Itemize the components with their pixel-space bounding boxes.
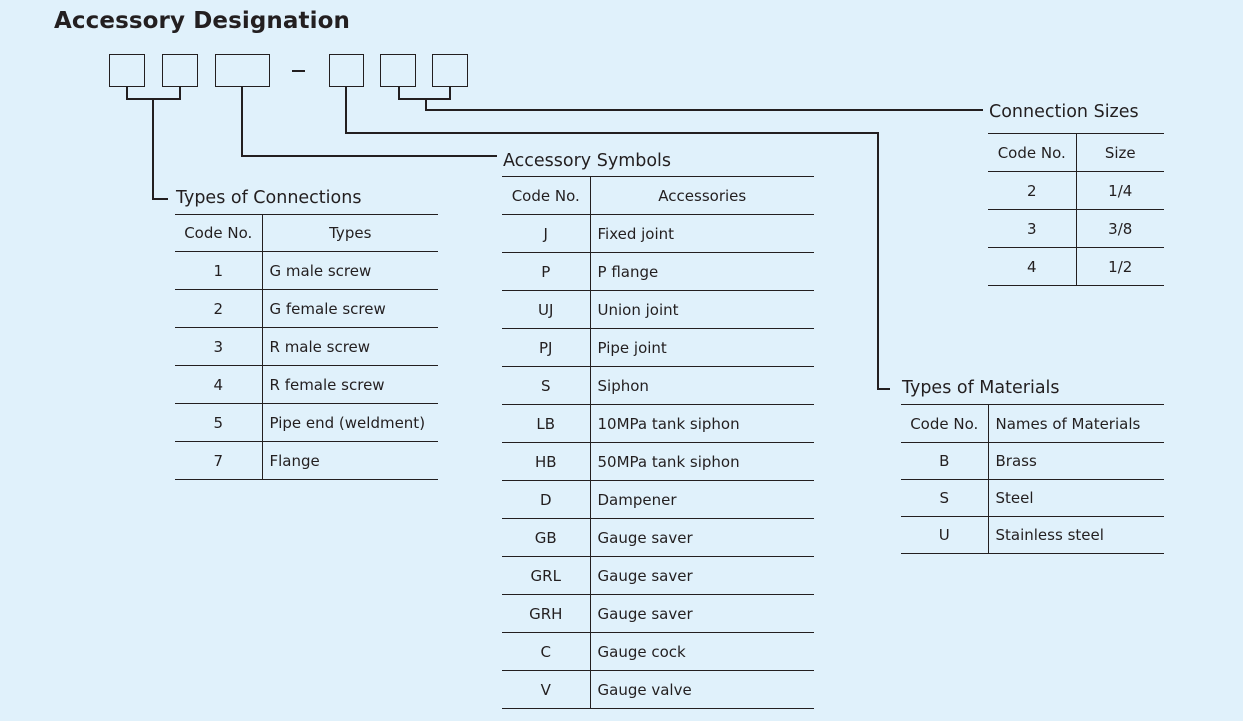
accessories-table-row <box>502 443 814 481</box>
accessories-table-row <box>502 367 814 405</box>
accessories-code-cell: LB <box>502 405 590 443</box>
connections-value-cell: Pipe end (weldment) <box>262 404 438 442</box>
connections-value-cell: R female screw <box>262 366 438 404</box>
sizes-value-cell: 3/8 <box>1076 210 1164 248</box>
connections-value-cell: G male screw <box>262 252 438 290</box>
materials-value-cell: Brass <box>988 443 1164 480</box>
connections-code-cell: 3 <box>175 328 262 366</box>
accessories-table-row <box>502 253 814 291</box>
connections-table-row <box>175 404 438 442</box>
accessories-code-cell: V <box>502 671 590 709</box>
accessories-table-row <box>502 215 814 253</box>
connections-header-types: Types <box>262 215 438 252</box>
accessories-code-cell: GRH <box>502 595 590 633</box>
connections-code-cell: 2 <box>175 290 262 328</box>
accessories-header-code: Code No. <box>502 177 590 215</box>
accessories-value-cell: Gauge valve <box>590 671 814 709</box>
accessories-header-accessories: Accessories <box>590 177 814 215</box>
connections-value-cell: G female screw <box>262 290 438 328</box>
accessories-value-cell: P flange <box>590 253 814 291</box>
accessories-value-cell: 10MPa tank siphon <box>590 405 814 443</box>
materials-value-cell: Steel <box>988 480 1164 517</box>
materials-table <box>901 404 1164 554</box>
connection-leader-line <box>127 87 180 199</box>
sizes-code-cell: 2 <box>988 172 1076 210</box>
sizes-table-row <box>988 210 1164 248</box>
materials-title: Types of Materials <box>902 378 1060 398</box>
connections-value-cell: Flange <box>262 442 438 480</box>
materials-header-names: Names of Materials <box>988 405 1164 443</box>
accessories-code-cell: S <box>502 367 590 405</box>
accessories-code-cell: J <box>502 215 590 253</box>
connections-code-cell: 4 <box>175 366 262 404</box>
accessories-code-cell: P <box>502 253 590 291</box>
accessories-value-cell: Pipe joint <box>590 329 814 367</box>
sizes-code-cell: 4 <box>988 248 1076 286</box>
accessories-table-row <box>502 291 814 329</box>
accessories-code-cell: C <box>502 633 590 671</box>
sizes-header-code: Code No. <box>988 134 1076 172</box>
accessories-table-row <box>502 671 814 709</box>
accessories-code-cell: UJ <box>502 291 590 329</box>
sizes-value-cell: 1/4 <box>1076 172 1164 210</box>
sizes-table <box>988 133 1164 286</box>
accessories-value-cell: 50MPa tank siphon <box>590 443 814 481</box>
accessories-code-cell: GRL <box>502 557 590 595</box>
accessories-table-row <box>502 557 814 595</box>
materials-value-cell: Stainless steel <box>988 517 1164 554</box>
connections-table-row <box>175 290 438 328</box>
accessories-code-cell: PJ <box>502 329 590 367</box>
connections-header-code: Code No. <box>175 215 262 252</box>
materials-code-cell: S <box>901 480 988 517</box>
accessories-title: Accessory Symbols <box>503 151 672 171</box>
connections-code-cell: 5 <box>175 404 262 442</box>
accessories-table-row <box>502 519 814 557</box>
sizes-header-size: Size <box>1076 134 1164 172</box>
accessory-leader-line <box>242 87 497 156</box>
materials-table-row <box>901 480 1164 517</box>
connections-table-row <box>175 366 438 404</box>
accessories-table-row <box>502 633 814 671</box>
connections-table <box>175 214 438 480</box>
accessories-code-cell: D <box>502 481 590 519</box>
accessories-table-row <box>502 405 814 443</box>
sizes-table-row <box>988 172 1164 210</box>
accessories-table-row <box>502 329 814 367</box>
materials-table-row <box>901 443 1164 480</box>
connections-value-cell: R male screw <box>262 328 438 366</box>
connections-table-row <box>175 328 438 366</box>
sizes-table-row <box>988 248 1164 286</box>
connections-table-row <box>175 252 438 290</box>
size-leader-line <box>399 87 983 110</box>
accessories-value-cell: Gauge cock <box>590 633 814 671</box>
sizes-title: Connection Sizes <box>989 102 1139 122</box>
connections-code-cell: 7 <box>175 442 262 480</box>
accessories-code-cell: GB <box>502 519 590 557</box>
accessories-table-row <box>502 595 814 633</box>
materials-table-row <box>901 517 1164 554</box>
connections-code-cell: 1 <box>175 252 262 290</box>
accessories-value-cell: Fixed joint <box>590 215 814 253</box>
sizes-value-cell: 1/2 <box>1076 248 1164 286</box>
connections-table-row <box>175 442 438 480</box>
accessories-value-cell: Union joint <box>590 291 814 329</box>
page-title: Accessory Designation <box>54 8 350 34</box>
accessories-table-row <box>502 481 814 519</box>
materials-code-cell: B <box>901 443 988 480</box>
accessories-value-cell: Gauge saver <box>590 519 814 557</box>
accessories-code-cell: HB <box>502 443 590 481</box>
accessories-value-cell: Gauge saver <box>590 557 814 595</box>
accessories-value-cell: Siphon <box>590 367 814 405</box>
accessories-table <box>502 176 814 709</box>
connections-title: Types of Connections <box>176 188 362 208</box>
accessories-value-cell: Dampener <box>590 481 814 519</box>
sizes-code-cell: 3 <box>988 210 1076 248</box>
accessories-value-cell: Gauge saver <box>590 595 814 633</box>
materials-code-cell: U <box>901 517 988 554</box>
materials-header-code: Code No. <box>901 405 988 443</box>
